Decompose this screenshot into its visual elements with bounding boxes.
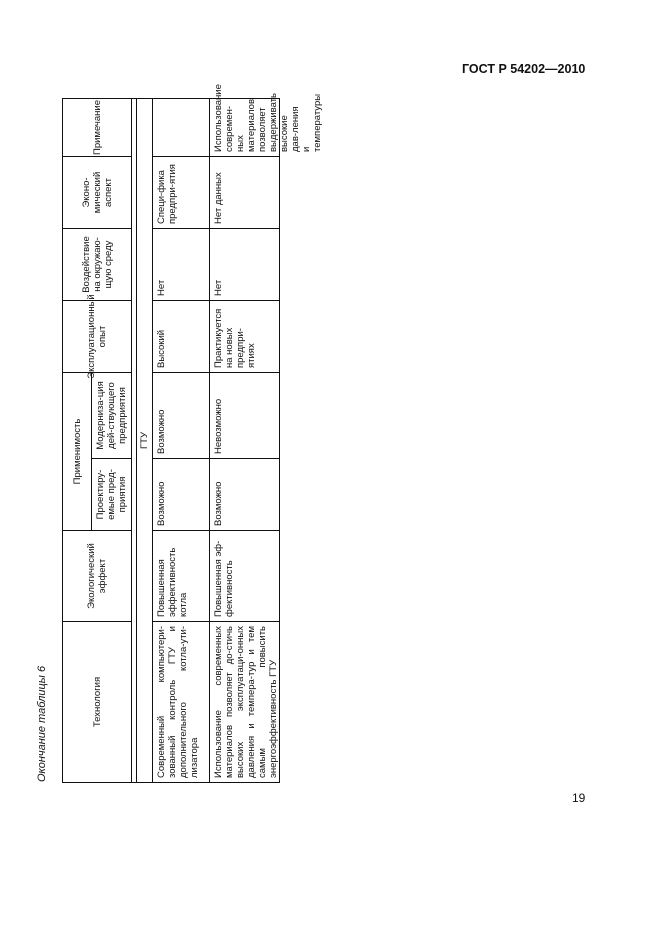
row1-designed: Возможно bbox=[152, 458, 210, 531]
row1-experience: Высокий bbox=[152, 300, 210, 373]
header-designed: Проектиру-емые пред-приятия bbox=[91, 458, 132, 531]
row2-experience: Практикуется на новых предпри-ятиях bbox=[209, 300, 280, 373]
header-modernization: Модерниза-ция дей-ствующего предприятия bbox=[91, 372, 132, 459]
table-caption: Окончание таблицы 6 bbox=[36, 665, 48, 782]
row2-eco-effect: Повышенная эф-фективность bbox=[209, 530, 280, 622]
header-experience: Эксплуатационный опыт bbox=[62, 300, 132, 373]
row2-economic: Нет данных bbox=[209, 156, 280, 229]
standard-designation: ГОСТ Р 54202—2010 bbox=[462, 62, 586, 76]
header-note: Примечание bbox=[62, 98, 132, 157]
header-technology: Технология bbox=[62, 621, 132, 783]
row2-modernization: Невозможно bbox=[209, 372, 280, 459]
row1-technology: Современный компьютери-зованный контроль ГТУ и дополнительного котла-ути-лизатора bbox=[152, 621, 210, 783]
header-eco-effect: Экологический эффект bbox=[62, 530, 132, 622]
page-number: 19 bbox=[572, 791, 586, 805]
row2-note: Использование современ-ных материалов позволяет выдерживать высокие дав-ления и температуры bbox=[209, 98, 280, 157]
row1-economic: Специ-фика предпри-ятия bbox=[152, 156, 210, 229]
row1-eco-effect: Повышенная эффективность котла bbox=[152, 530, 210, 622]
row1-modernization: Возможно bbox=[152, 372, 210, 459]
section-gtu: ГТУ bbox=[136, 98, 153, 783]
row2-technology: Использование современных материалов позволяет до-стичь высоких эксплуатаци-онных давления и темпера-тур и тем самым повысить энергоэффективность ГТУ bbox=[209, 621, 280, 783]
data-table bbox=[62, 84, 323, 783]
row1-note bbox=[152, 98, 210, 157]
header-economic: Эконо-мический аспект bbox=[62, 156, 132, 229]
header-environment: Воздействие на окружаю-щую среду bbox=[62, 228, 132, 301]
row2-environment: Нет bbox=[209, 228, 280, 301]
header-applicability: Применимость bbox=[62, 372, 92, 531]
row2-designed: Возможно bbox=[209, 458, 280, 531]
row1-environment: Нет bbox=[152, 228, 210, 301]
